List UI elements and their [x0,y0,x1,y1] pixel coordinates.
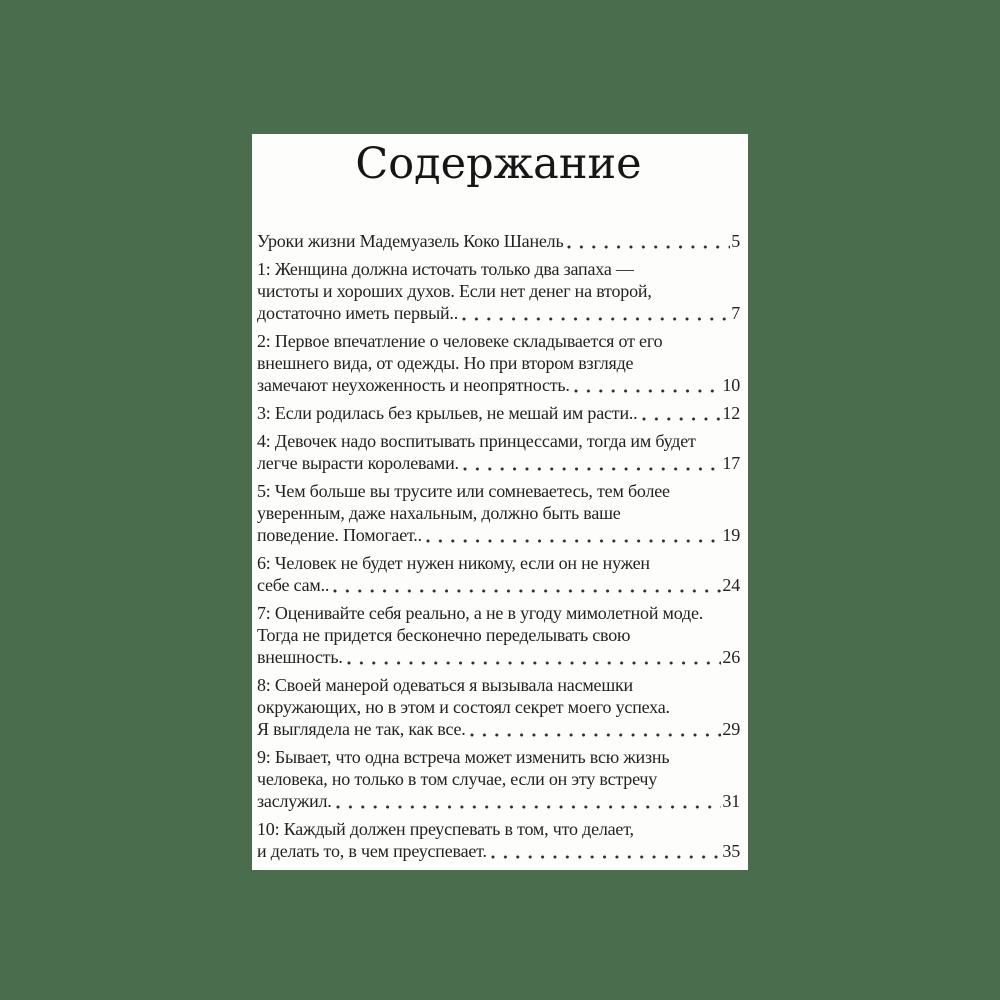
toc-entry-line: окружающих, но в этом и состоял секрет моего успеха. [257,697,670,717]
toc-entry-text: достаточно иметь первый.. [257,303,458,323]
dot-leader [425,524,721,546]
toc-entry [257,230,740,252]
toc-entry-line: 8: Своей манерой одеваться я вызывала насмешки [257,675,633,695]
toc-entry-last-line [257,574,740,596]
toc-entry [257,480,740,546]
dot-leader [566,230,730,252]
toc-entry [257,746,740,812]
page-number: 35 [722,841,740,861]
dot-leader [346,646,722,668]
page-number: 7 [731,303,740,323]
toc-list [257,230,740,862]
dot-leader [332,574,721,596]
toc-entry-line: 5: Чем больше вы трусите или сомневаетесь, тем более [257,481,670,501]
toc-entry-text: замечают неухоженность и неопрятность. [257,375,570,395]
toc-entry-last-line [257,646,740,668]
toc-entry-last-line [257,790,740,812]
toc-entry-text: легче вырасти королевами. [257,453,459,473]
page-number: 31 [722,791,740,811]
toc-entry [257,674,740,740]
page-title: Содержание [355,139,642,189]
page-number: 5 [731,231,740,251]
page-number: 24 [722,575,740,595]
toc-entry-last-line [257,374,740,396]
page-number: 29 [722,719,740,739]
toc-entry [257,818,740,862]
toc-entry-line: 2: Первое впечатление о человеке складывается от его [257,331,663,351]
toc-entry-text: Я выглядела не так, как все. [257,719,466,739]
toc-entry-text: 3: Если родилась без крыльев, не мешай им расти.. [257,403,638,423]
toc-entry-line: 4: Девочек надо воспитывать принцессами, тогда им будет [257,431,696,451]
toc-entry [257,602,740,668]
toc-entry [257,330,740,396]
page-number: 26 [722,647,740,667]
toc-entry [257,430,740,474]
toc-entry [257,258,740,324]
dot-leader [490,840,722,862]
toc-entry [257,402,740,424]
book-page [252,134,748,870]
toc-entry-last-line [257,402,740,424]
toc-entry-last-line [257,302,740,324]
toc-entry-line: чистоты и хороших духов. Если нет денег на второй, [257,281,652,301]
toc-entry-last-line [257,230,740,252]
page-number: 17 [722,453,740,473]
toc-entry-text: Уроки жизни Мадемуазель Коко Шанель [257,231,564,251]
toc-entry-line: уверенным, даже нахальным, должно быть ваше [257,503,621,523]
toc-entry-text: внешность. [257,647,343,667]
toc-entry [257,552,740,596]
toc-entry-line: 7: Оценивайте себя реально, а не в угоду мимолетной моде. [257,603,704,623]
toc-entry-last-line [257,452,740,474]
toc-entry-text: заслужил. [257,791,332,811]
toc-entry-line: человека, но только в том случае, если он эту встречу [257,769,658,789]
page-number: 19 [722,525,740,545]
toc-entry-line: Тогда не придется бесконечно переделывать свою [257,625,631,645]
toc-entry-last-line [257,718,740,740]
toc-entry-line: 1: Женщина должна источать только два запаха — [257,259,634,279]
dot-leader [469,718,722,740]
dot-leader [335,790,722,812]
page-number: 10 [722,375,740,395]
page-number: 12 [722,403,740,423]
toc-entry-line: 10: Каждый должен преуспевать в том, что делает, [257,819,634,839]
dot-leader [461,302,730,324]
toc-entry-last-line [257,524,740,546]
dot-leader [462,452,722,474]
toc-entry-line: внешнего вида, от одежды. Но при втором взгляде [257,353,634,373]
toc-entry-last-line [257,840,740,862]
dot-leader [641,402,722,424]
toc-entry-text: и делать то, в чем преуспевает. [257,841,487,861]
toc-entry-text: поведение. Помогает.. [257,525,422,545]
toc-entry-line: 6: Человек не будет нужен никому, если он не нужен [257,553,650,573]
toc-entry-text: себе сам.. [257,575,330,595]
toc-entry-line: 9: Бывает, что одна встреча может изменить всю жизнь [257,747,670,767]
dot-leader [573,374,722,396]
